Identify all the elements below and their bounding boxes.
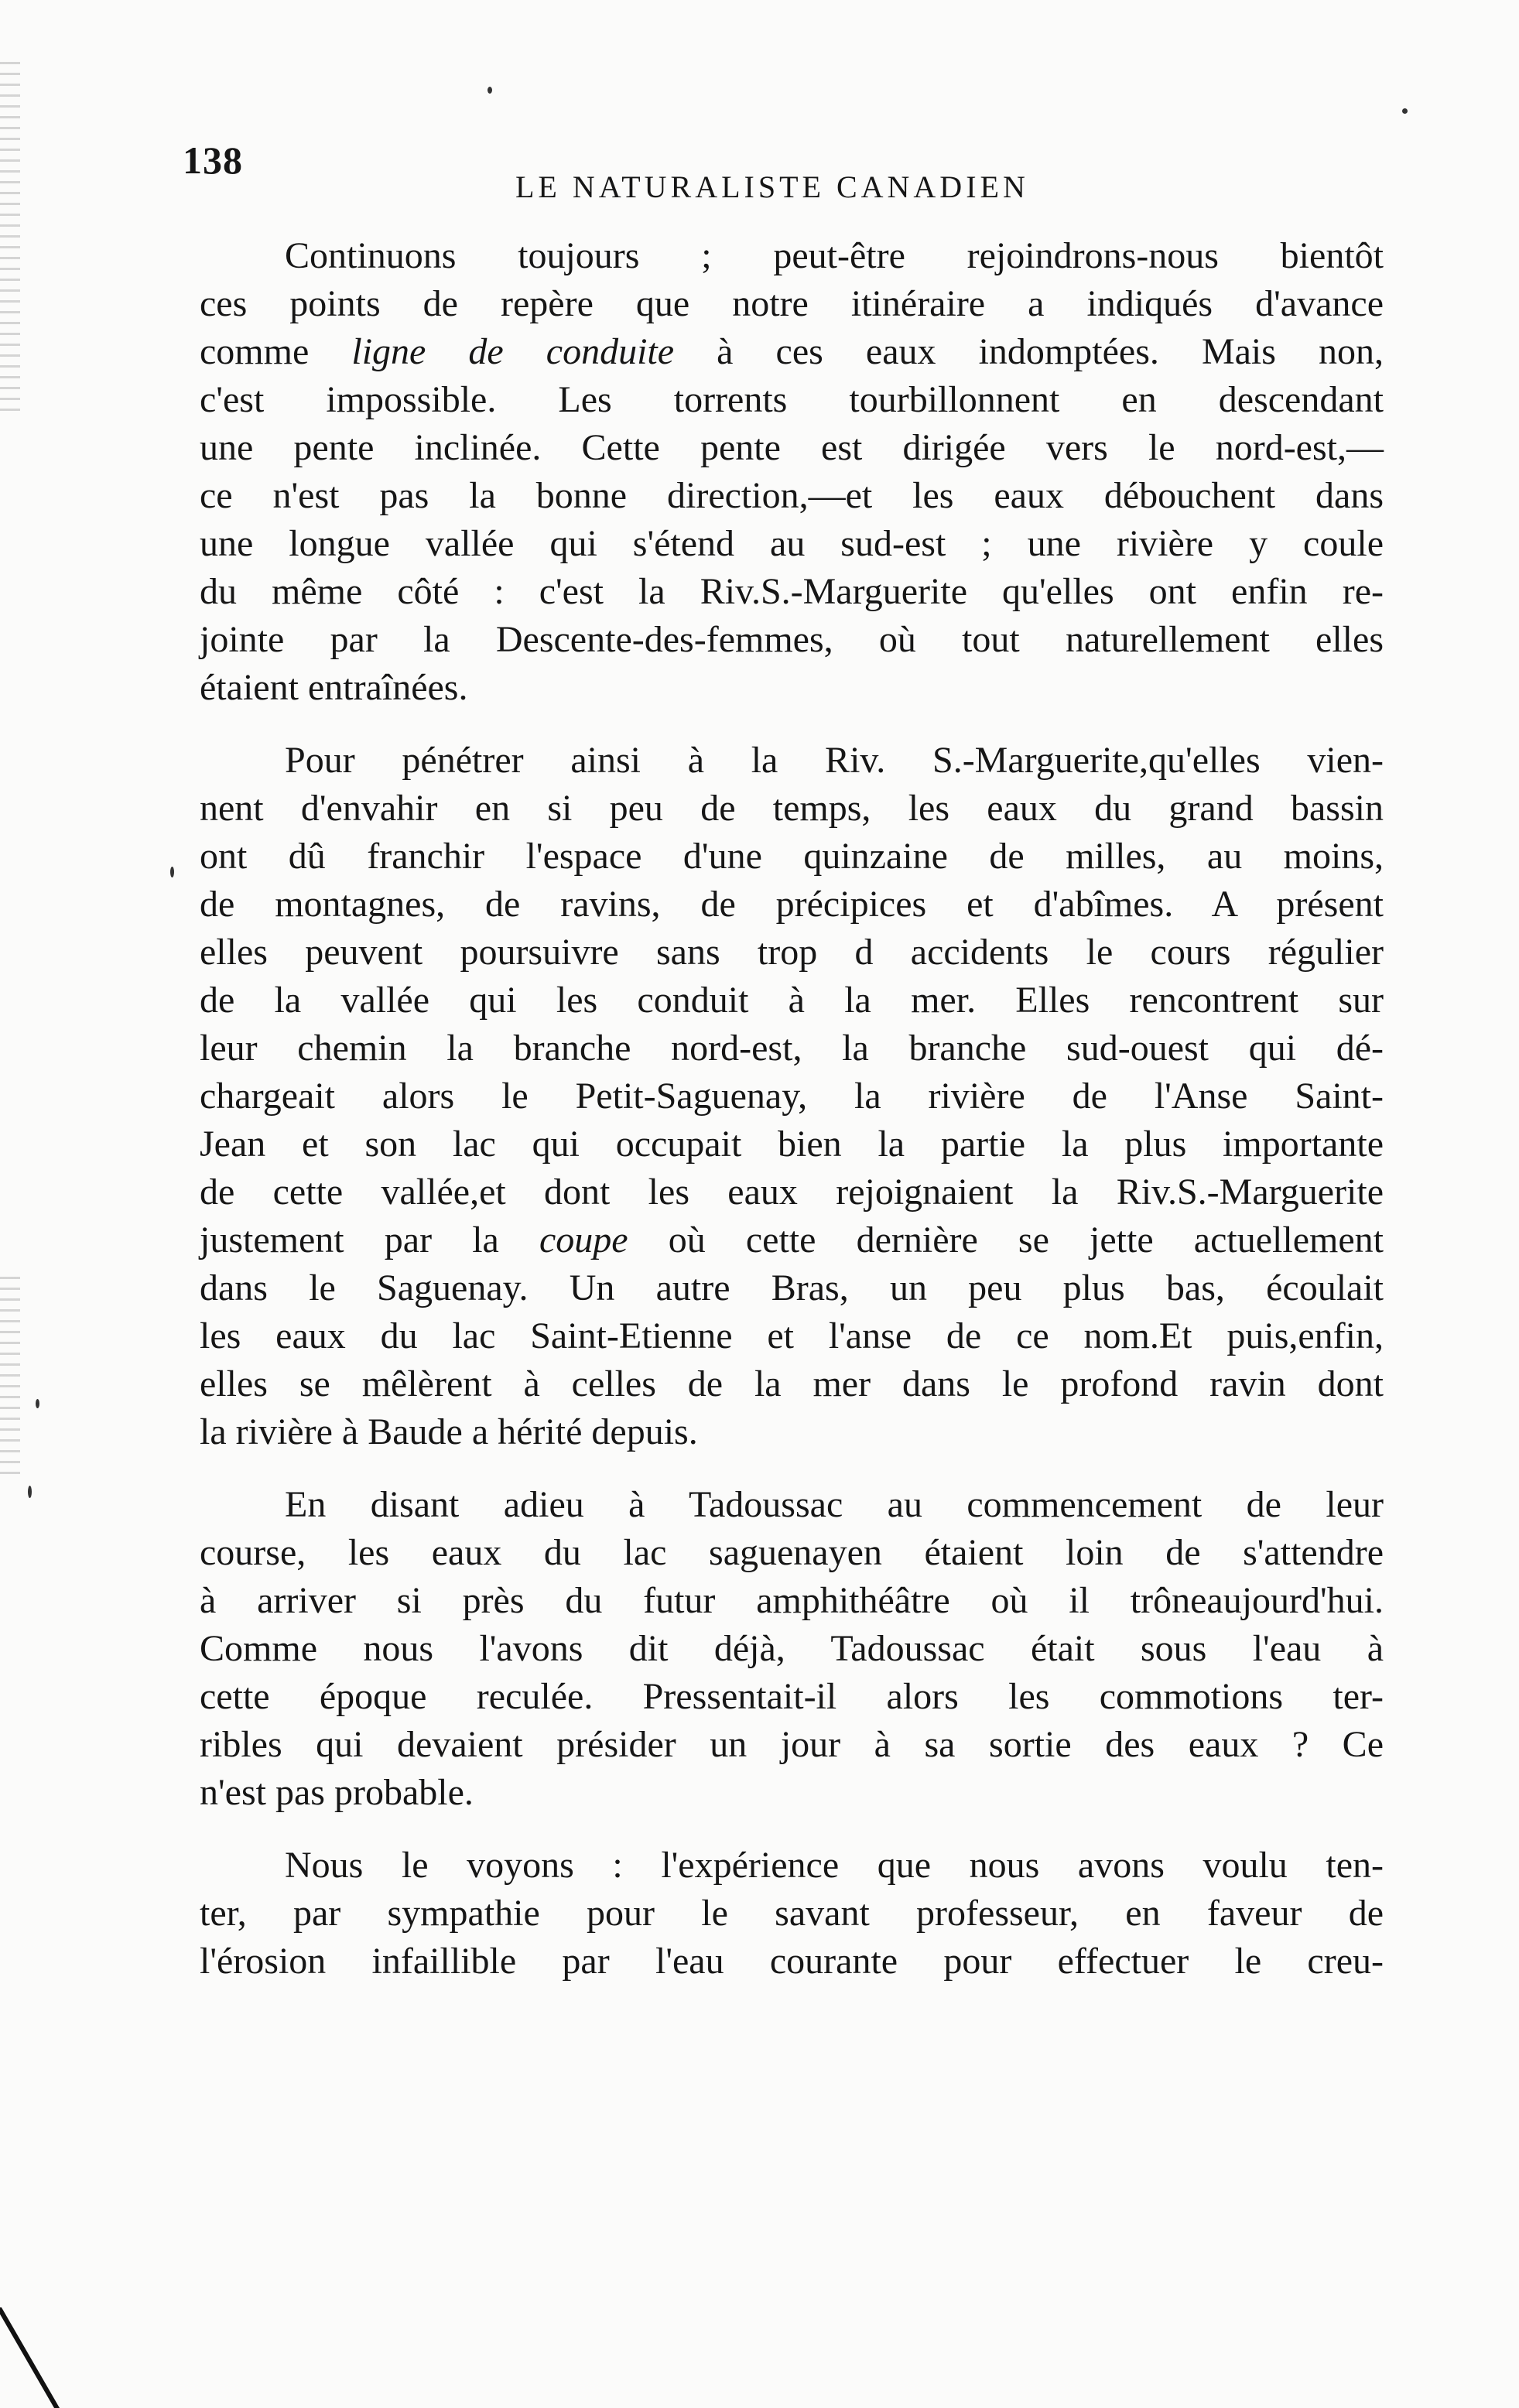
text-line: chargeait alors le Petit-Saguenay, la rivière de l'Anse Saint-: [200, 1076, 1384, 1117]
text-line: course, les eaux du lac saguenayen étaient loin de s'attendre: [200, 1532, 1384, 1573]
text-line: ribles qui devaient présider un jour à sa sortie des eaux ? Ce: [200, 1724, 1384, 1765]
scan-speck: [170, 867, 174, 877]
text-line: de cette vallée,et dont les eaux rejoignaient la Riv.S.-Marguerite: [200, 1172, 1384, 1213]
scan-edge-noise: [0, 1277, 20, 1478]
body-text: [200, 232, 1384, 2010]
text-line: Pour pénétrer ainsi à la Riv. S.-Marguerite,qu'elles vien-: [285, 740, 1384, 781]
text-line: cette époque reculée. Pressentait-il alors les commotions ter-: [200, 1676, 1384, 1717]
text-line: ce n'est pas la bonne direction,—et les eaux débouchent dans: [200, 475, 1384, 516]
text-line: du même côté : c'est la Riv.S.-Marguerite qu'elles ont enfin re-: [200, 571, 1384, 612]
text-line: ces points de repère que notre itinéraire a indiqués d'avance: [200, 283, 1384, 324]
scan-corner-mark: [0, 2307, 60, 2408]
text-line: comme ligne de conduite à ces eaux indomptées. Mais non,: [200, 331, 1384, 372]
text-line: les eaux du lac Saint-Etienne et l'anse de ce nom.Et puis,enfin,: [200, 1315, 1384, 1356]
text-line: étaient entraînées.: [200, 667, 468, 708]
text-line: ont dû franchir l'espace d'une quinzaine de milles, au moins,: [200, 836, 1384, 877]
text-line: la rivière à Baude a hérité depuis.: [200, 1411, 698, 1452]
text-line: ter, par sympathie pour le savant professeur, en faveur de: [200, 1893, 1384, 1934]
text-line: de la vallée qui les conduit à la mer. Elles rencontrent sur: [200, 980, 1384, 1021]
text-line: elles peuvent poursuivre sans trop d accidents le cours régulier: [200, 932, 1384, 973]
paragraph-4: [200, 1842, 1384, 1986]
text-line: n'est pas probable.: [200, 1772, 474, 1813]
text-line: elles se mêlèrent à celles de la mer dans le profond ravin dont: [200, 1363, 1384, 1404]
page-header: [183, 138, 1390, 207]
paragraph-2: [200, 737, 1384, 1456]
scan-speck: [28, 1486, 32, 1498]
text-line: une pente inclinée. Cette pente est dirigée vers le nord-est,—: [200, 427, 1384, 468]
text-line: Comme nous l'avons dit déjà, Tadoussac était sous l'eau à: [200, 1628, 1384, 1669]
running-title: LE NATURALISTE CANADIEN: [515, 169, 1029, 204]
text-line: Jean et son lac qui occupait bien la partie la plus importante: [200, 1124, 1384, 1165]
text-line: dans le Saguenay. Un autre Bras, un peu plus bas, écoulait: [200, 1267, 1384, 1308]
text-line: En disant adieu à Tadoussac au commencement de leur: [285, 1484, 1384, 1525]
text-line: nent d'envahir en si peu de temps, les eaux du grand bassin: [200, 788, 1384, 829]
italic-phrase: ligne de conduite: [351, 331, 675, 372]
text-line: l'érosion infaillible par l'eau courante pour effectuer le creu-: [200, 1941, 1384, 1982]
text-line: justement par la coupe où cette dernière se jette actuellement: [200, 1219, 1384, 1260]
paragraph-1: [200, 232, 1384, 712]
text-line: Nous le voyons : l'expérience que nous avons voulu ten-: [285, 1845, 1384, 1886]
paragraph-3: [200, 1481, 1384, 1817]
text-line: à arriver si près du futur amphithéâtre où il trôneaujourd'hui.: [200, 1580, 1384, 1621]
text-line: leur chemin la branche nord-est, la branche sud-ouest qui dé-: [200, 1028, 1384, 1069]
scan-speck: [1402, 108, 1408, 114]
scan-speck: [488, 87, 492, 94]
text-line: c'est impossible. Les torrents tourbillonnent en descendant: [200, 379, 1384, 420]
page-number: 138: [183, 139, 243, 182]
text-line: une longue vallée qui s'étend au sud-est ; une rivière y coule: [200, 523, 1384, 564]
text-line: Continuons toujours ; peut-être rejoindrons-nous bientôt: [285, 235, 1384, 276]
text-line: jointe par la Descente-des-femmes, où tout naturellement elles: [200, 619, 1384, 660]
scan-speck: [36, 1399, 39, 1408]
text-line: de montagnes, de ravins, de précipices et d'abîmes. A présent: [200, 884, 1384, 925]
scan-edge-noise: [0, 62, 20, 418]
italic-phrase: coupe: [539, 1219, 628, 1260]
